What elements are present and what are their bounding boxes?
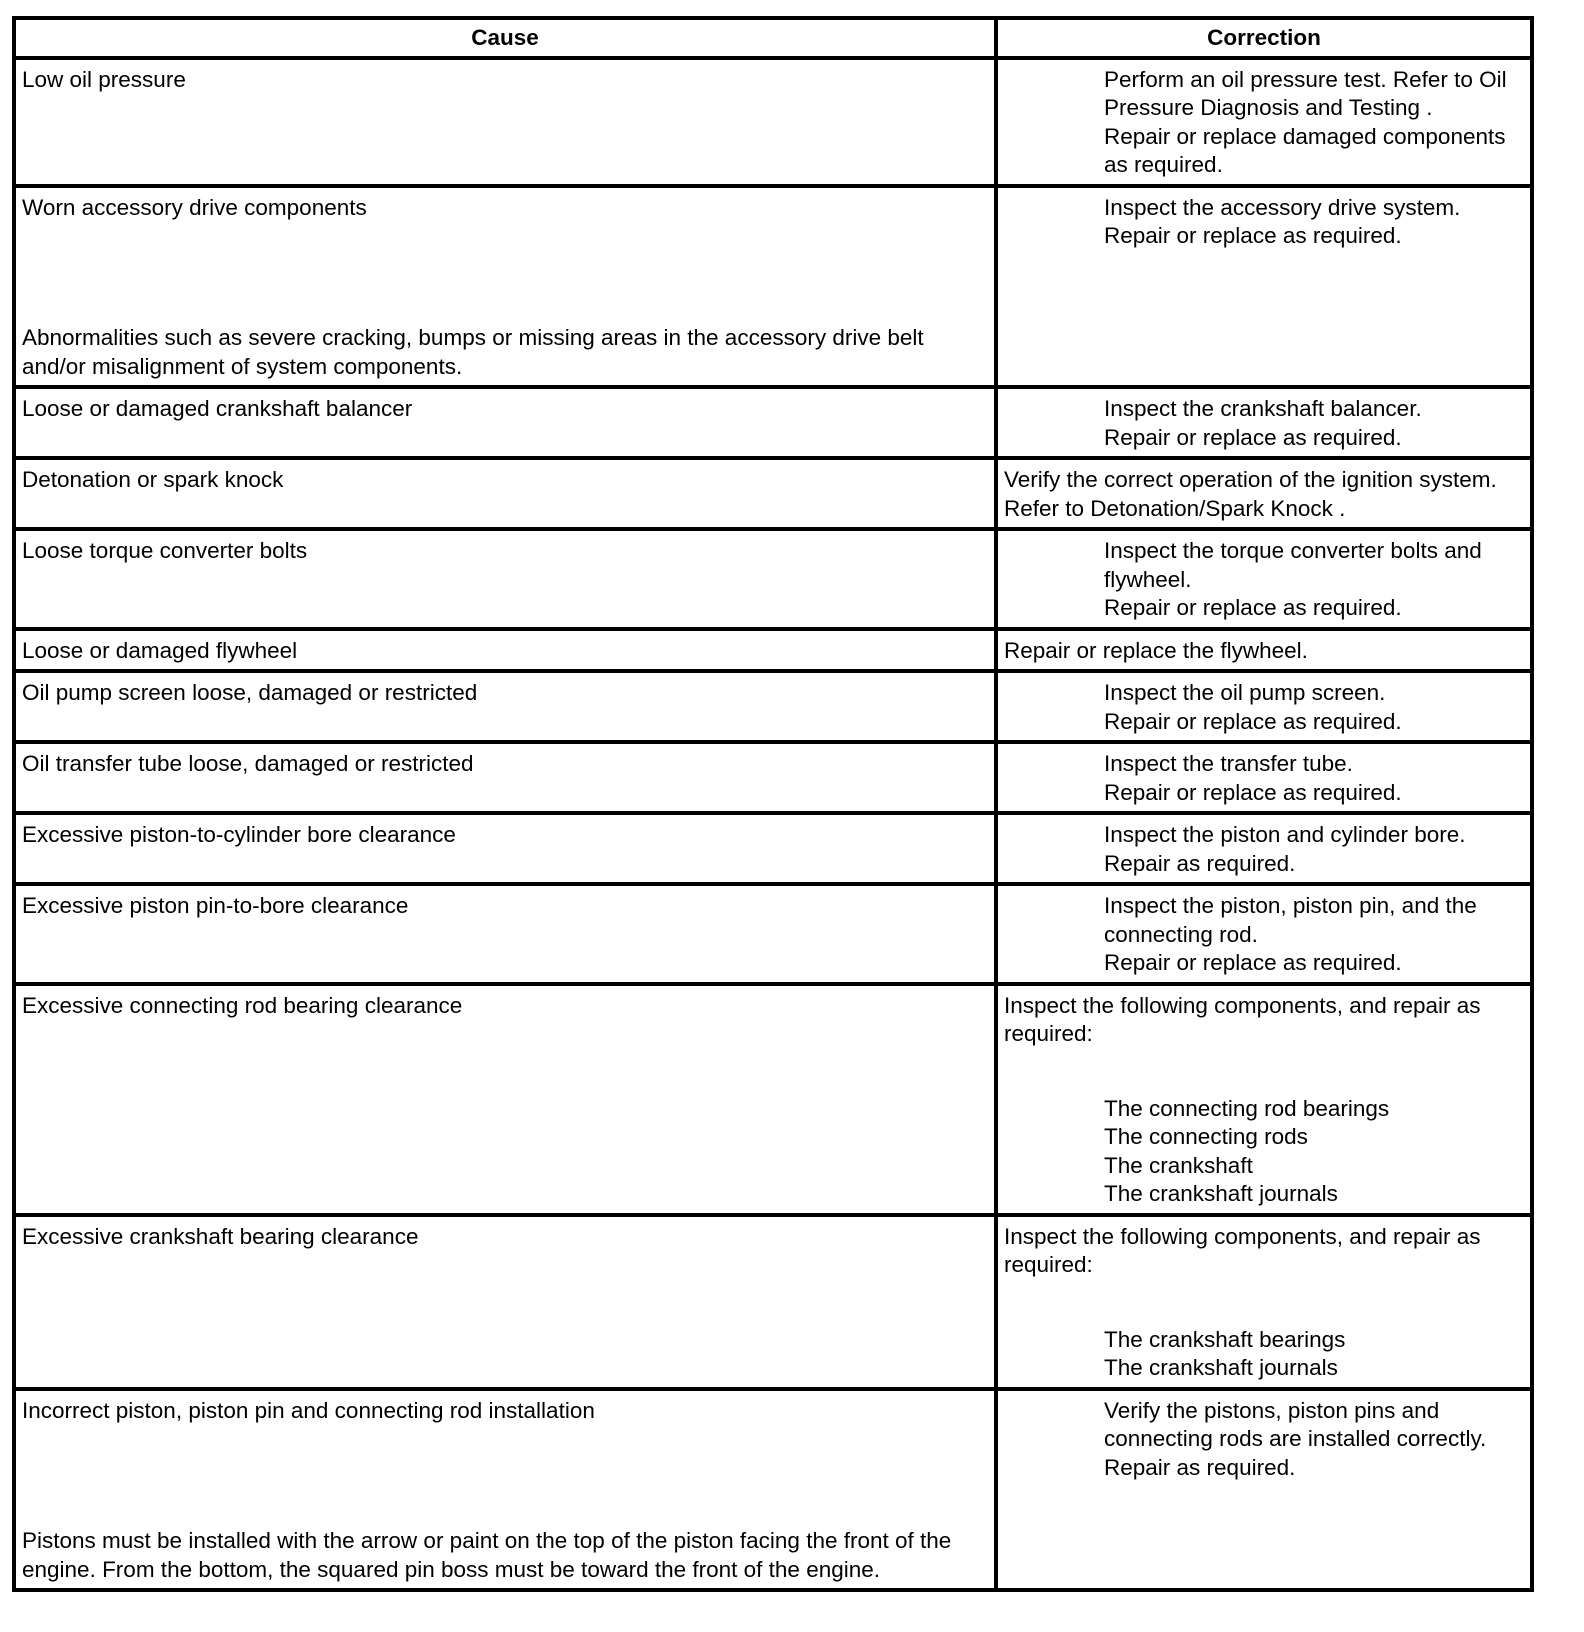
cause-cell <box>14 629 996 672</box>
correction-step: Repair or replace as required. <box>1104 708 1402 734</box>
cause-text: Loose or damaged crankshaft balancer <box>22 396 413 421</box>
correction-cell <box>996 742 1532 813</box>
table-row <box>14 529 1532 629</box>
correction-step: Repair as required. <box>1104 1454 1296 1480</box>
correction-cell <box>996 1389 1532 1591</box>
cause-cell <box>14 1389 996 1591</box>
correction-cell <box>996 529 1532 629</box>
correction-item: The crankshaft <box>1104 1152 1253 1178</box>
correction-step: Perform an oil pressure test. Refer to Oil Pressure Diagnosis and Testing . <box>1104 66 1513 120</box>
correction-cell <box>996 813 1532 884</box>
table-row <box>14 884 1532 984</box>
cause-cell <box>14 529 996 629</box>
correction-step: Inspect the transfer tube. <box>1104 751 1353 776</box>
cause-cell <box>14 984 996 1215</box>
correction-step: Repair or replace as required. <box>1104 595 1402 620</box>
cause-text: Excessive piston-to-cylinder bore clearance <box>22 822 456 847</box>
correction-step: Inspect the oil pump screen. <box>1104 680 1386 705</box>
table-row <box>14 458 1532 529</box>
cause-cell <box>14 671 996 742</box>
correction-step: Repair or replace damaged components as required. <box>1104 123 1512 177</box>
correction-item: The connecting rods <box>1104 1124 1308 1149</box>
correction-step: Repair as required. <box>1104 850 1296 876</box>
cause-cell <box>14 58 996 186</box>
correction-step: Repair or replace as required. <box>1104 223 1402 248</box>
cause-text: Oil transfer tube loose, damaged or restricted <box>22 751 474 776</box>
cause-text: Oil pump screen loose, damaged or restricted <box>22 680 478 705</box>
correction-cell <box>996 186 1532 388</box>
cause-cell <box>14 387 996 458</box>
table-row <box>14 1389 1532 1591</box>
table-row <box>14 671 1532 742</box>
table-row <box>14 813 1532 884</box>
correction-item: The crankshaft journals <box>1104 1355 1338 1380</box>
correction-cell <box>996 387 1532 458</box>
correction-cell <box>996 58 1532 186</box>
correction-step: Repair or replace as required. <box>1104 424 1402 450</box>
cause-text: Loose torque converter bolts <box>22 538 308 563</box>
header-row <box>14 18 1532 58</box>
correction-cell <box>996 671 1532 742</box>
correction-step: Inspect the piston and cylinder bore. <box>1104 822 1466 847</box>
cause-text: Low oil pressure <box>22 66 186 92</box>
correction-step: Verify the pistons, piston pins and connecting rods are installed correctly. <box>1104 1397 1487 1451</box>
correction-text: Verify the correct operation of the ignition system. Refer to Detonation/Spark Knock . <box>1004 467 1504 521</box>
cause-cell <box>14 186 996 388</box>
correction-step: Inspect the piston, piston pin, and the connecting rod. <box>1104 893 1484 947</box>
correction-step: Inspect the crankshaft balancer. <box>1104 396 1422 421</box>
cause-text: Excessive piston pin-to-bore clearance <box>22 893 409 918</box>
table-row <box>14 58 1532 186</box>
cause-text: Loose or damaged flywheel <box>22 637 298 663</box>
correction-text: Inspect the following components, and repair as required: <box>1004 1223 1487 1277</box>
cause-text: Worn accessory drive components <box>22 194 367 220</box>
cause-text: Excessive connecting rod bearing clearance <box>22 992 463 1018</box>
correction-cell <box>996 1215 1532 1389</box>
cause-cell <box>14 1215 996 1389</box>
cause-cell <box>14 884 996 984</box>
correction-item: The connecting rod bearings <box>1104 1095 1390 1121</box>
correction-step: Repair or replace as required. <box>1104 950 1402 975</box>
correction-step: Inspect the accessory drive system. <box>1104 194 1461 220</box>
correction-step: Inspect the torque converter bolts and flywheel. <box>1104 538 1488 592</box>
cause-note: Pistons must be installed with the arrow or paint on the top of the piston facing the front of the engine. From the bottom, the squared pin boss must be toward the front of the engine. <box>22 1528 958 1582</box>
cause-cell <box>14 742 996 813</box>
correction-header: Correction <box>996 18 1532 58</box>
cause-cell <box>14 458 996 529</box>
correction-cell <box>996 984 1532 1215</box>
diagnostic-table <box>12 16 1534 1592</box>
table-row <box>14 186 1532 388</box>
cause-header: Cause <box>14 18 996 58</box>
cause-text: Excessive crankshaft bearing clearance <box>22 1223 419 1249</box>
cause-cell <box>14 813 996 884</box>
table-row <box>14 984 1532 1215</box>
table-row <box>14 1215 1532 1389</box>
correction-text: Repair or replace the flywheel. <box>1004 637 1308 663</box>
correction-item: The crankshaft journals <box>1104 1181 1338 1206</box>
correction-cell <box>996 458 1532 529</box>
correction-step: Repair or replace as required. <box>1104 779 1402 805</box>
cause-text: Detonation or spark knock <box>22 467 284 492</box>
correction-item: The crankshaft bearings <box>1104 1326 1346 1352</box>
cause-text: Incorrect piston, piston pin and connecting rod installation <box>22 1397 595 1423</box>
table-row <box>14 742 1532 813</box>
table-row <box>14 629 1532 672</box>
table-row <box>14 387 1532 458</box>
correction-cell <box>996 629 1532 672</box>
correction-text: Inspect the following components, and repair as required: <box>1004 992 1487 1046</box>
cause-note: Abnormalities such as severe cracking, bumps or missing areas in the accessory drive belt and/or misalignment of system components. <box>22 325 930 379</box>
correction-cell <box>996 884 1532 984</box>
